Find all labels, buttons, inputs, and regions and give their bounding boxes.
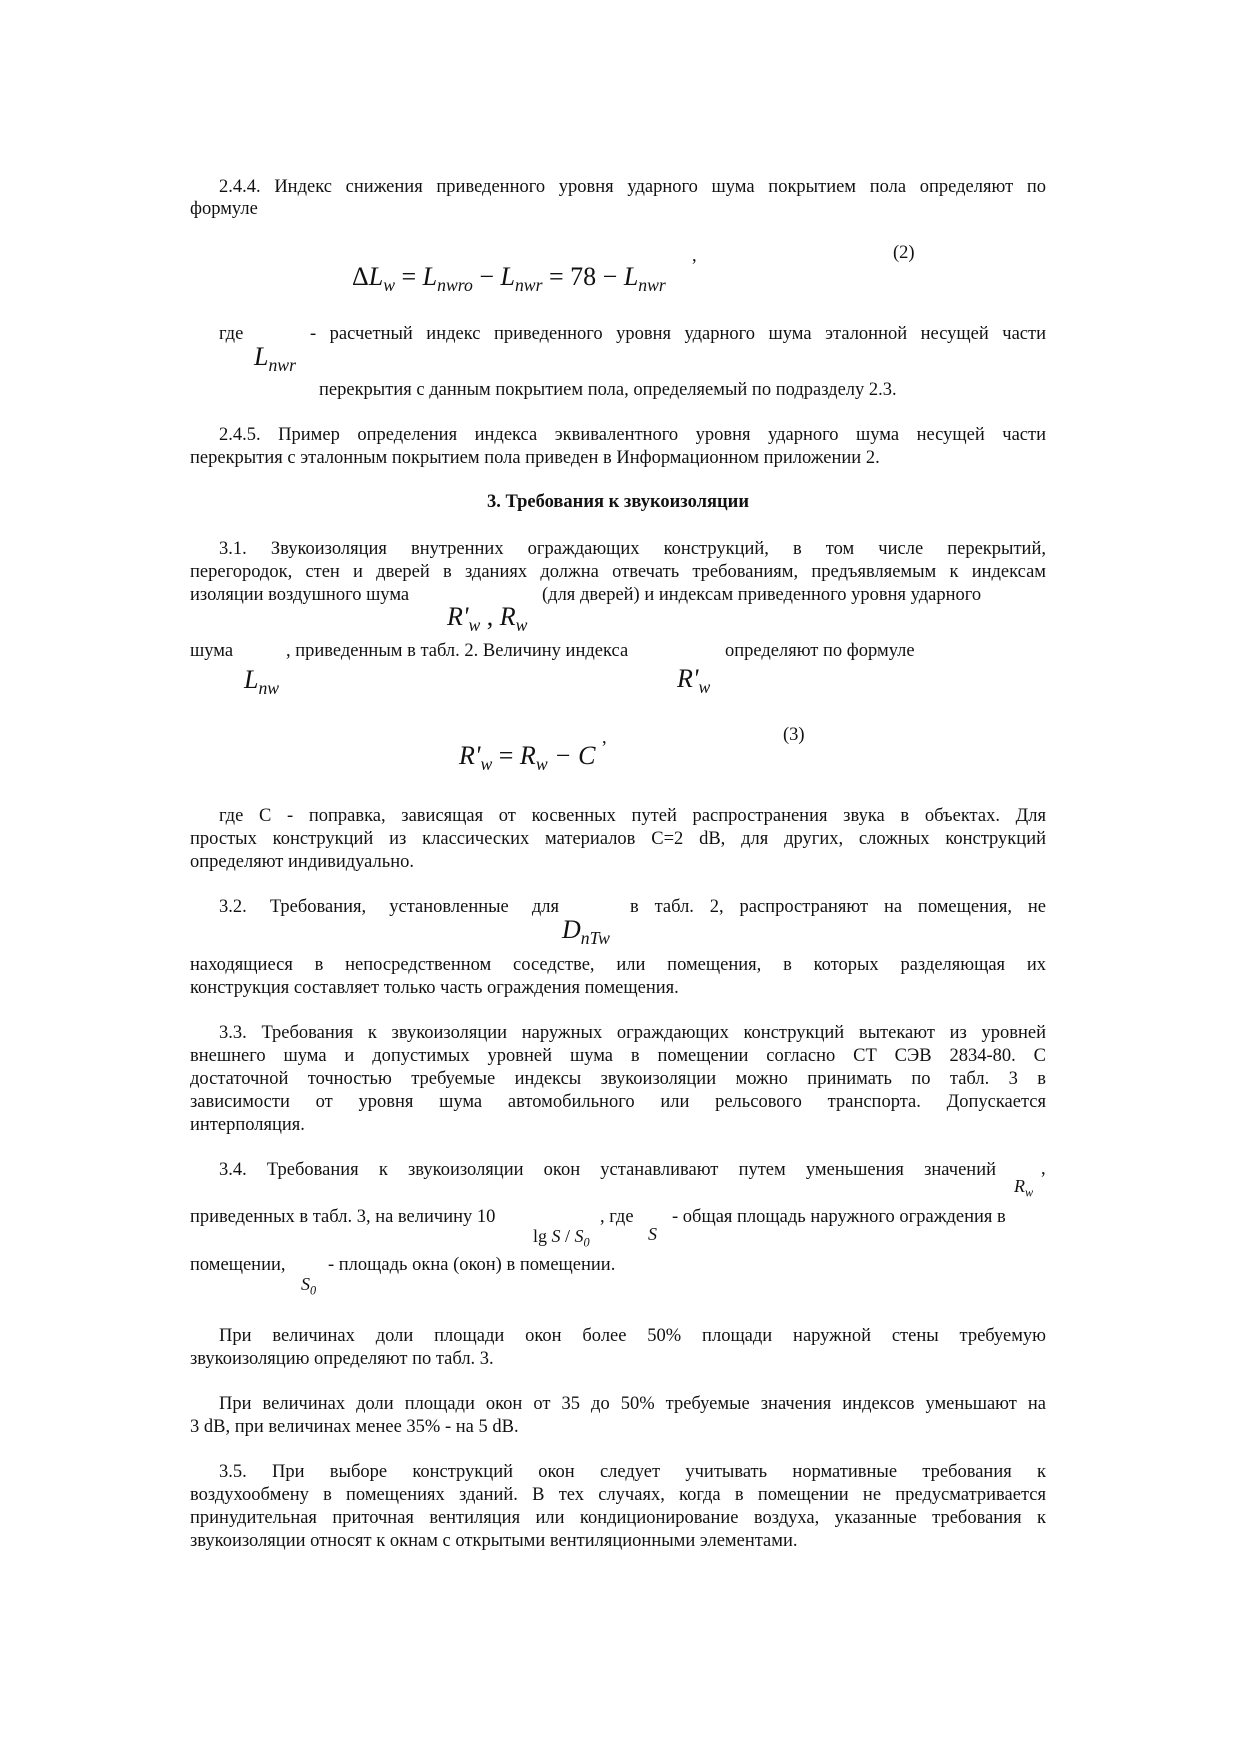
paragraph-section35-line4: звукоизоляции относят к окнам с открытыми вентиляционными элементами. xyxy=(190,1531,798,1551)
paragraph-35-line1: При величинах доли площади окон от 35 до 50% требуемые значения индексов уменьшают на xyxy=(219,1394,1046,1414)
paragraph-34-line1: 3.4. Требования к звукоизоляции окон устанавливают путем уменьшения значений xyxy=(219,1160,996,1180)
formula-2: $\Delta L_w = L_{nwro} - L_{nwr} = 78 - L_{nwr}$ xyxy=(352,262,666,296)
symbol-s: S xyxy=(648,1224,657,1244)
paragraph-244-line1: 2.4.4. Индекс снижения приведенного уровня ударного шума покрытием пола определяют по xyxy=(219,177,1046,197)
where-244-line1: - расчетный индекс приведенного уровня ударного шума эталонной несущей части xyxy=(310,324,1046,344)
formula-3-number: (3) xyxy=(783,725,805,745)
paragraph-31-line3a: изоляции воздушного шума xyxy=(190,585,410,605)
paragraph-31-line4a: шума xyxy=(190,641,234,661)
paragraph-33-line3: достаточной точностью требуемые индексы звукоизоляции можно принимать по табл. 3 в xyxy=(190,1069,1046,1089)
symbol-rw-window: $R_w$ xyxy=(1014,1176,1034,1200)
paragraph-31-where-line1: где С - поправка, зависящая от косвенных путей распространения звука в объектах. Для xyxy=(219,806,1046,826)
paragraph-34-line2b: , где xyxy=(600,1207,634,1227)
formula-3: $R'_w = R_w - C$ xyxy=(459,741,596,775)
formula-3-comma: , xyxy=(602,728,607,748)
paragraph-31-line4c: определяют по формуле xyxy=(725,641,915,661)
paragraph-31-line4b: , приведенным в табл. 2. Величину индекса xyxy=(286,641,629,661)
paragraph-245-line1: 2.4.5. Пример определения индекса эквивалентного уровня ударного шума несущей части xyxy=(219,425,1046,445)
formula-2-comma: , xyxy=(692,246,697,266)
symbol-lnwr: $L_{nwr}$ xyxy=(254,342,296,376)
paragraph-34-line2a: приведенных в табл. 3, на величину 10 xyxy=(190,1207,496,1227)
paragraph-32-line1a: 3.2. Требования, установленные для xyxy=(219,897,559,917)
symbol-s0: $S_0$ xyxy=(301,1274,317,1298)
symbol-rw-pair: $R'_w$ , $R_w$ xyxy=(447,602,528,636)
paragraph-33-line1: 3.3. Требования к звукоизоляции наружных ограждающих конструкций вытекают из уровней xyxy=(219,1023,1046,1043)
paragraph-35-line2: 3 dB, при величинах менее 35% - на 5 dB. xyxy=(190,1417,519,1437)
formula-2-number: (2) xyxy=(893,243,915,263)
paragraph-32-line2: находящиеся в непосредственном соседстве, или помещения, в которых разделяющая их xyxy=(190,955,1046,975)
symbol-dntw: $D_{nTw}$ xyxy=(562,915,610,949)
symbol-rw-prime: $R'_w$ xyxy=(677,664,711,698)
paragraph-33-line5: интерполяция. xyxy=(190,1115,305,1135)
paragraph-33-line4: зависимости от уровня шума автомобильного или рельсового транспорта. Допускается xyxy=(190,1092,1046,1112)
paragraph-34-line3b: - площадь окна (окон) в помещении. xyxy=(328,1255,616,1275)
paragraph-245-line2: перекрытия с эталонным покрытием пола приведен в Информационном приложении 2. xyxy=(190,448,880,468)
paragraph-section35-line2: воздухообмену в помещениях зданий. В тех случаях, когда в помещении не предусматривается xyxy=(190,1485,1046,1505)
where-244-line2: перекрытия с данным покрытием пола, определяемый по подразделу 2.3. xyxy=(319,380,897,400)
paragraph-50-line1: При величинах доли площади окон более 50% площади наружной стены требуемую xyxy=(219,1326,1046,1346)
paragraph-31-where-line3: определяют индивидуально. xyxy=(190,852,415,872)
paragraph-34-comma: , xyxy=(1041,1159,1046,1179)
paragraph-31-line2: перегородок, стен и дверей в зданиях должна отвечать требованиям, предъявляемым к индексам xyxy=(190,562,1046,582)
paragraph-50-line2: звукоизоляцию определяют по табл. 3. xyxy=(190,1349,494,1369)
paragraph-section35-line3: принудительная приточная вентиляция или кондиционирование воздуха, указанные требования к xyxy=(190,1508,1046,1528)
paragraph-244-line2: формуле xyxy=(190,199,258,219)
paragraph-34-line3a: помещении, xyxy=(190,1255,286,1275)
paragraph-32-line1b: в табл. 2, распространяют на помещения, не xyxy=(630,897,1046,917)
paragraph-31-line3b: (для дверей) и индексам приведенного уровня ударного xyxy=(542,585,982,605)
paragraph-32-line3: конструкция составляет только часть ограждения помещения. xyxy=(190,978,679,998)
paragraph-section35-line1: 3.5. При выборе конструкций окон следует учитывать нормативные требования к xyxy=(219,1462,1046,1482)
paragraph-31-line1: 3.1. Звукоизоляция внутренних ограждающих конструкций, в том числе перекрытий, xyxy=(219,539,1046,559)
paragraph-31-where-line2: простых конструкций из классических материалов С=2 dB, для других, сложных конструкций xyxy=(190,829,1046,849)
paragraph-33-line2: внешнего шума и допустимых уровней шума в помещении согласно СТ СЭВ 2834-80. С xyxy=(190,1046,1046,1066)
where-label: где xyxy=(219,324,244,344)
paragraph-34-line2c: - общая площадь наружного ограждения в xyxy=(672,1207,1006,1227)
symbol-lg-s-s0: lg S / $S_0$ xyxy=(533,1226,590,1250)
section-heading-3: 3. Требования к звукоизоляции xyxy=(487,492,749,512)
symbol-lnw: $L_{nw}$ xyxy=(244,665,280,699)
